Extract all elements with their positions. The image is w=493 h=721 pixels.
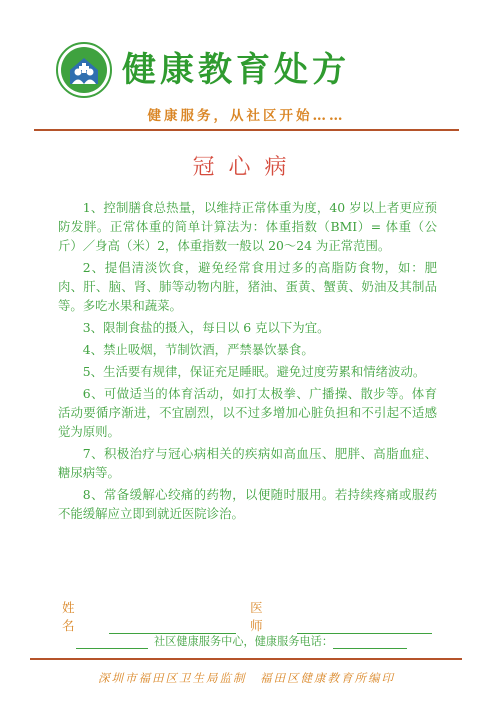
paragraph-2: 2、提倡清淡饮食，避免经常食用过多的高脂防食物，如：肥肉、肝、脑、肾、肺等动物内脏，猪油、蛋黄、蟹黄、奶油及其制品等。多吃水果和蔬菜。 [58, 260, 437, 313]
paragraph-7: 7、积极治疗与冠心病相关的疾病如高血压、肥胖、高脂血症、糖尿病等。 [58, 446, 437, 480]
phone-field[interactable] [333, 634, 407, 649]
name-label: 姓名 [62, 600, 87, 633]
top-divider [34, 129, 459, 131]
document-title: 冠心病 [192, 155, 301, 180]
slogan: 健康服务，从社区开始…… [147, 108, 346, 124]
paragraph-5: 5、生活要有规律，保证充足睡眠。避免过度劳累和情绪波动。 [82, 364, 426, 379]
signature-row [62, 598, 432, 634]
paragraph-1: 1、控制膳食总热量，以维持正常体重为度，40 岁以上者更应预防发胖。正常体重的简单计算法为：体重指数（BMI）= 体重（公斤）／身高（米）2，体重指数一般以 20～24 为正常范围。 [58, 200, 437, 253]
prescription-content [58, 198, 437, 526]
paragraph-3: 3、限制食盐的摄入，每日以 6 克以下为宜。 [82, 320, 330, 335]
footer-credit: 深圳市福田区卫生局监制 福田区健康教育所编印 [98, 671, 395, 685]
community-center-field[interactable] [76, 634, 148, 649]
paragraph-6: 6、可做适当的体育活动，如打太极拳、广播操、散步等。体育活动要循序渐进，不宜剧烈，以不过多增加心脏负担和不引起不适感觉为原则。 [58, 386, 437, 439]
health-logo-icon [56, 42, 112, 98]
header [56, 38, 112, 102]
name-field[interactable] [109, 619, 236, 634]
contact-text: 社区健康服务中心，健康服务电话： [154, 635, 334, 648]
brand-title: 健康教育处方 [122, 50, 350, 90]
contact-row [76, 633, 421, 649]
doctor-field[interactable] [297, 619, 432, 634]
bottom-divider [30, 658, 462, 660]
paragraph-8: 8、常备缓解心绞痛的药物，以便随时服用。若持续疼痛或服药不能缓解应立即到就近医院诊治。 [58, 487, 437, 521]
doctor-label: 医师 [250, 600, 275, 633]
paragraph-4: 4、禁止吸烟，节制饮酒，严禁暴饮暴食。 [82, 342, 314, 357]
